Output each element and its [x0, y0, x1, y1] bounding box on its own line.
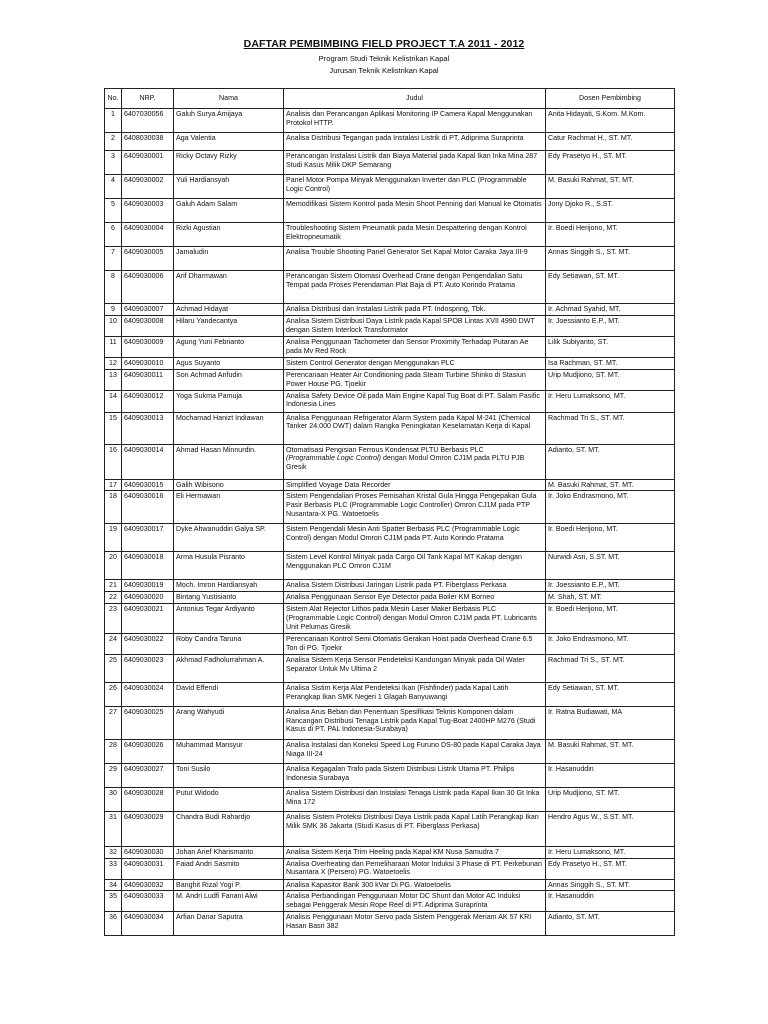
row-supervisor: Ir. Joko Endrasmono, MT. [546, 633, 675, 654]
row-name: Galuh Surya Amijaya [174, 109, 284, 133]
row-title-italic-part: (Programmable Logic Control) [286, 454, 382, 463]
row-nrp: 6409030026 [122, 739, 174, 763]
row-nrp: 6409030032 [122, 879, 174, 891]
row-number: 16 [105, 444, 122, 479]
row-number: 12 [105, 358, 122, 370]
row-name: Eli Hermawan [174, 491, 284, 524]
row-nrp: 6409030017 [122, 524, 174, 552]
table-row [105, 304, 675, 316]
row-supervisor: Anita Hidayati, S.Kom. M.Kom. [546, 109, 675, 133]
row-supervisor: Ir. Heru Lumaksono, MT. [546, 846, 675, 858]
row-supervisor: Ir. Hasanuddin [546, 763, 675, 787]
row-supervisor: Ir. Boedi Herijono, MT. [546, 604, 675, 634]
row-supervisor: Annas Singgih S., ST. MT. [546, 247, 675, 271]
row-number: 34 [105, 879, 122, 891]
row-title: Analisis Sistem Proteksi Distribusi Daya Listrik pada Kapal Latih Perangkap Ikan Milik SMK 36 Jakarta (Studi Kasus di PT. Fiberglass Perkasa) [284, 811, 546, 846]
table-row [105, 358, 675, 370]
row-nrp: 6409030005 [122, 247, 174, 271]
table-row [105, 133, 675, 151]
table-row [105, 199, 675, 223]
row-number: 18 [105, 491, 122, 524]
row-supervisor: Edy Setiawan, ST. MT. [546, 271, 675, 304]
table-row [105, 682, 675, 706]
table-row [105, 846, 675, 858]
row-nrp: 6409030014 [122, 444, 174, 479]
row-name: Yoga Sukma Pamuja [174, 390, 284, 412]
row-nrp: 6409030024 [122, 682, 174, 706]
row-number: 14 [105, 390, 122, 412]
row-name: Moch. Imron Hardiansyah [174, 580, 284, 592]
table-row [105, 858, 675, 879]
row-title: Analisa Sistim Kerja Alat Pendeteksi Ikan (Fishfinder) pada Kapal Latih Perangkap Ikan SMK Negeri 1 Glagah Banyuwangi [284, 682, 546, 706]
row-name: Rizki Agustian [174, 223, 284, 247]
row-nrp: 6409030021 [122, 604, 174, 634]
row-title: Panel Motor Pompa Minyak Menggunakan Inverter dan PLC (Programmable Logic Control) [284, 175, 546, 199]
row-number: 28 [105, 739, 122, 763]
table-row [105, 491, 675, 524]
row-number: 24 [105, 633, 122, 654]
row-number: 35 [105, 891, 122, 912]
table-row [105, 879, 675, 891]
table-row [105, 604, 675, 634]
row-supervisor: Lilik Subiyanto, ST. [546, 337, 675, 358]
row-title: Analisa Safety Device Oil pada Main Engine Kapal Tug Boat di PT. Salam Pasific Indonesia Lines [284, 390, 546, 412]
row-nrp: 6409030008 [122, 316, 174, 337]
row-supervisor: Edy Setiawan, ST. MT. [546, 682, 675, 706]
row-nrp: 6409030022 [122, 633, 174, 654]
row-title: Analisa Sistem Distribusi dan Instalasi Tenaga Listrik pada Kapal Ikan 30 Gt Inka Mina 172 [284, 787, 546, 811]
row-name: Mochamad Hanizt Indiawan [174, 412, 284, 444]
row-supervisor: Isa Rachman, ST. MT. [546, 358, 675, 370]
row-supervisor: Ir. Achmad Syahid, MT. [546, 304, 675, 316]
row-supervisor: Ir. Boedi Herijono, MT. [546, 524, 675, 552]
row-title: Analisa Instalasi dan Koneksi Speed Log Furuno DS-80 pada Kapal Caraka Jaya Niaga III-24 [284, 739, 546, 763]
table-row [105, 787, 675, 811]
row-title: Analisa Distribusi Tegangan pada Instalasi Listrik di PT. Adiprima Suraprinta [284, 133, 546, 151]
row-title: Analisa Overheating dan Pemeliharaan Motor Induksi 3 Phase di PT. Perkebunan Nusantara X (Persero) PG. Watoetoelis [284, 858, 546, 879]
row-title: Analisa Arus Beban dan Penentuan Spesifikasi Teknis Komponen dalam Rancangan Distribusi Tenaga Listrik pada Kapal Tug-Boat 2400HP M276 (Studi Kasus di PT. PAL Indonesia-Surabaya) [284, 706, 546, 739]
table-row [105, 316, 675, 337]
row-supervisor: Nurwidi Asri, S.ST. MT. [546, 552, 675, 580]
row-number: 2 [105, 133, 122, 151]
document-title: DAFTAR PEMBIMBING FIELD PROJECT T.A 2011 - 2012 [243, 38, 525, 50]
row-title: Memodifikasi Sistem Kontrol pada Mesin Shoot Penning dari Manual ke Otomatis [284, 199, 546, 223]
row-name: Arma Husula Pisranto [174, 552, 284, 580]
row-nrp: 6409030001 [122, 151, 174, 175]
row-supervisor: Adianto, ST. MT. [546, 912, 675, 936]
table-body [105, 109, 675, 936]
row-title: Simplified Voyage Data Recorder [284, 479, 546, 491]
row-number: 4 [105, 175, 122, 199]
header-nama: Nama [174, 89, 284, 109]
row-number: 19 [105, 524, 122, 552]
row-title: Sistem Control Generator dengan Menggunakan PLC [284, 358, 546, 370]
row-supervisor: M. Basuki Rahmat, ST. MT. [546, 739, 675, 763]
row-title [284, 444, 546, 479]
row-number: 13 [105, 369, 122, 390]
row-nrp: 6409030018 [122, 552, 174, 580]
row-title: Analisa Penggunaan Refrigerator Alarm System pada Kapal M-241 (Chemical Tanker 24.000 DWT) dalam Rangka Peningkatan Keselamatan Kerja di Kapal [284, 412, 546, 444]
row-name: Galuh Adam Salam [174, 199, 284, 223]
row-number: 36 [105, 912, 122, 936]
table-row [105, 151, 675, 175]
row-supervisor: Hendro Agus W., S.ST. MT. [546, 811, 675, 846]
table-header-row [105, 89, 675, 109]
row-name: Johan Arief Kharismanto [174, 846, 284, 858]
row-number: 21 [105, 580, 122, 592]
row-number: 33 [105, 858, 122, 879]
row-nrp: 6407030056 [122, 109, 174, 133]
row-title: Perancangan Instalasi Listrik dan Biaya Material pada Kapal Ikan Inka Mina 287 Studi Kasus Milik DKP Semarang [284, 151, 546, 175]
row-supervisor: Adianto, ST. MT. [546, 444, 675, 479]
row-supervisor: Catur Rachmat H., ST. MT. [546, 133, 675, 151]
row-supervisor: Urip Mudjiono, ST. MT. [546, 369, 675, 390]
row-nrp: 6409030020 [122, 592, 174, 604]
table-row [105, 412, 675, 444]
row-name: Son Achmad Anfudin [174, 369, 284, 390]
table-row [105, 337, 675, 358]
table-row [105, 175, 675, 199]
row-name: Galih Wibisono [174, 479, 284, 491]
row-nrp: 6409030030 [122, 846, 174, 858]
row-name: Roby Candra Taruna [174, 633, 284, 654]
supervisor-table [104, 88, 675, 936]
table-row [105, 109, 675, 133]
row-title: Analisa Sistem Distribusi Daya Listrik pada Kapal SPOB Lintas XVII 4990 DWT dengan Sistem Interlock Transformator [284, 316, 546, 337]
table-row [105, 654, 675, 682]
row-name: Chandra Budi Rahardjo [174, 811, 284, 846]
row-nrp: 6409030007 [122, 304, 174, 316]
row-supervisor: M. Basuki Rahmat, ST. MT. [546, 175, 675, 199]
table-row [105, 912, 675, 936]
row-title: Analisis Penggunaan Motor Servo pada Sistem Penggerak Meriam AK 57 KRI Hasan Basri 382 [284, 912, 546, 936]
row-nrp: 6408030038 [122, 133, 174, 151]
table-row [105, 739, 675, 763]
table-row [105, 580, 675, 592]
row-name: Ahmad Hasan Minnurdin. [174, 444, 284, 479]
row-title: Perancangan Sistem Otomasi Overhead Crane dengan Pengendalian Satu Tempat pada Proses Perendaman Plat Baja di PT. Auto Korindo Pratama [284, 271, 546, 304]
row-name: Putut Widodo [174, 787, 284, 811]
row-nrp: 6409030031 [122, 858, 174, 879]
row-title: Analisa Penggunaan Tachometer dan Sensor Proximity Terhadap Putaran Ae pada Mv Red Rock [284, 337, 546, 358]
table-row [105, 811, 675, 846]
row-title: Analisa Penggunaan Sensor Eye Detector pada Boiler KM Borneo [284, 592, 546, 604]
row-name: Jamaludin [174, 247, 284, 271]
row-title: Analisa Sistem Kerja Trim Heeling pada Kapal KM Nusa Samudra 7 [284, 846, 546, 858]
row-number: 9 [105, 304, 122, 316]
row-name: Antonius Tegar Ardiyanto [174, 604, 284, 634]
row-name: Hilaru Yandecantya [174, 316, 284, 337]
row-supervisor: Jony Djoko R., S.ST. [546, 199, 675, 223]
row-supervisor: Annas Singgih S., ST. MT. [546, 879, 675, 891]
row-number: 5 [105, 199, 122, 223]
row-name: M. Andri Ludfi Fanani Alwi [174, 891, 284, 912]
row-name: David Effendi [174, 682, 284, 706]
row-number: 6 [105, 223, 122, 247]
table-row [105, 444, 675, 479]
row-nrp: 6409030029 [122, 811, 174, 846]
row-number: 7 [105, 247, 122, 271]
table-row [105, 271, 675, 304]
table-row [105, 891, 675, 912]
row-name: Aga Valentia [174, 133, 284, 151]
row-number: 10 [105, 316, 122, 337]
row-number: 1 [105, 109, 122, 133]
table-row [105, 552, 675, 580]
row-title: Analisa Perbandingan Penggunaan Motor DC Shunt dan Motor AC Induksi sebagai Penggerak Mesin Rope Reel di PT. Adiprima Suraprinta [284, 891, 546, 912]
row-supervisor: Ir. Boedi Herijono, MT. [546, 223, 675, 247]
row-name: Toni Susilo [174, 763, 284, 787]
row-nrp: 6409030006 [122, 271, 174, 304]
table-row [105, 592, 675, 604]
row-supervisor: Ir. Joessianto E.P., MT. [546, 316, 675, 337]
row-nrp: 6409030027 [122, 763, 174, 787]
row-name: Arang Wahyudi [174, 706, 284, 739]
row-name: Achmad Hidayat [174, 304, 284, 316]
row-name: Agus Suyanto [174, 358, 284, 370]
row-number: 25 [105, 654, 122, 682]
row-number: 23 [105, 604, 122, 634]
header-nrp: NRP. [122, 89, 174, 109]
row-number: 11 [105, 337, 122, 358]
table-row [105, 633, 675, 654]
row-number: 30 [105, 787, 122, 811]
row-number: 32 [105, 846, 122, 858]
row-title-part: dengan Modul Omron CJ1M pada PLTU PJB Gresik [286, 454, 525, 472]
row-nrp: 6409030004 [122, 223, 174, 247]
row-name: Arif Dharmawan [174, 271, 284, 304]
row-supervisor: M. Basuki Rahmat, ST. MT. [546, 479, 675, 491]
row-title: Sistem Alat Rejector Lithos pada Mesin Laser Maker Berbasis PLC (Programmable Logic Control) dengan Modul Omron CJ1M pada PT. Lubricants Unit Pelumas Gresik [284, 604, 546, 634]
table-row [105, 706, 675, 739]
row-nrp: 6409030016 [122, 491, 174, 524]
row-title: Analisa Trouble Shooting Panel Generator Set Kapal Motor Caraka Jaya III-9 [284, 247, 546, 271]
row-nrp: 6409030019 [122, 580, 174, 592]
table-row [105, 390, 675, 412]
row-supervisor: Rachmad Tri S., ST. MT. [546, 412, 675, 444]
row-title: Analisa Sistem Kerja Sensor Pendeteksi Kandungan Minyak pada Oil Water Separator Untuk Mv Ultima 2 [284, 654, 546, 682]
table-row [105, 247, 675, 271]
row-nrp: 6409030011 [122, 369, 174, 390]
row-name: Akhmad Fadholurrahman A. [174, 654, 284, 682]
row-title-part: Otomatisasi Pengisian Ferrous Kondensat PLTU Berbasis PLC [286, 445, 484, 454]
row-nrp: 6409030034 [122, 912, 174, 936]
row-title: Analisis dan Perancangan Aplikasi Monitoring IP Camera Kapal Menggunakan Protokol HTTP. [284, 109, 546, 133]
row-name: Agung Yuni Febrianto [174, 337, 284, 358]
row-nrp: 6409030009 [122, 337, 174, 358]
row-supervisor: Ir. Hasanuddin [546, 891, 675, 912]
row-nrp: 6409030012 [122, 390, 174, 412]
table-row [105, 479, 675, 491]
row-supervisor: M. Shah, ST. MT. [546, 592, 675, 604]
table-row [105, 524, 675, 552]
row-title: Analisa Sistem Distribusi Jaringan Listrik pada PT. Fiberglass Perkasa [284, 580, 546, 592]
row-number: 29 [105, 763, 122, 787]
row-name: Arfian Danar Saputra [174, 912, 284, 936]
row-title: Troubleshooting Sistem Pneumatik pada Mesin Despattering dengan Kontrol Elektropneumatik [284, 223, 546, 247]
row-name: Dyke Ahwanuddin Galya SP. [174, 524, 284, 552]
row-nrp: 6409030002 [122, 175, 174, 199]
row-number: 3 [105, 151, 122, 175]
row-supervisor: Ir. Joessianto E.P., MT. [546, 580, 675, 592]
document-subtitle-department: Jurusan Teknik Kelistrikan Kapal [329, 66, 439, 75]
row-title: Perencanaan Heater Air Conditioning pada Steam Turbine Shinko di Stasiun Power House PG. Tjoekir [284, 369, 546, 390]
row-number: 17 [105, 479, 122, 491]
row-supervisor: Urip Mudjiono, ST. MT. [546, 787, 675, 811]
row-nrp: 6409030025 [122, 706, 174, 739]
row-number: 15 [105, 412, 122, 444]
row-supervisor: Edy Prasetyo H., ST. MT. [546, 858, 675, 879]
row-supervisor: Ir. Joko Endrasmono, MT. [546, 491, 675, 524]
row-title: Sistem Pengendali Mesin Anti Spatter Berbasis PLC (Programmable Logic Control) dengan Modul Omron CJ1M pada PT. Auto Korindo Pratama [284, 524, 546, 552]
row-nrp: 6409030003 [122, 199, 174, 223]
row-title: Analisa Kegagalan Trafo pada Sistem Distribusi Listrik Utama PT. Philips Indonesia Surabaya [284, 763, 546, 787]
row-name: Banghit Rizal Yogi P. [174, 879, 284, 891]
row-title: Sistem Pengendalian Proses Pemisahan Kristal Gula Hingga Pengepakan Gula Pasir Berbasis PLC (Programmable Logic Controller) Omron CJ1M pada PTP Nusantara-X PG. Watoetoelis [284, 491, 546, 524]
document-subtitle-program: Program Studi Teknik Kelistrikan Kapal [318, 54, 450, 63]
header-no: No. [105, 89, 122, 109]
row-name: Faiad Andri Sasmito [174, 858, 284, 879]
table-row [105, 223, 675, 247]
row-nrp: 6409030033 [122, 891, 174, 912]
row-name: Ricky Octavy Rizky [174, 151, 284, 175]
row-supervisor: Edy Prasetyo H., ST. MT. [546, 151, 675, 175]
table-row [105, 369, 675, 390]
table-row [105, 763, 675, 787]
row-number: 20 [105, 552, 122, 580]
row-title: Analisa Kapasitor Bank 300 kVar Di PG. Watoetoelis [284, 879, 546, 891]
row-nrp: 6409030013 [122, 412, 174, 444]
header-judul: Judul [284, 89, 546, 109]
row-nrp: 6409030010 [122, 358, 174, 370]
row-title: Analisa Distribusi dan Instalasi Listrik pada PT. Indospring, Tbk. [284, 304, 546, 316]
row-nrp: 6409030028 [122, 787, 174, 811]
row-number: 27 [105, 706, 122, 739]
row-supervisor: Rachmad Tri S., ST. MT. [546, 654, 675, 682]
row-number: 26 [105, 682, 122, 706]
row-title: Perencanaan Kontrol Semi Otomatis Gerakan Hoist pada Overhead Crane 6.5 Ton di PG. Tjoekir [284, 633, 546, 654]
row-name: Muhammad Mansyur [174, 739, 284, 763]
row-name: Bintang Yustisianto [174, 592, 284, 604]
row-supervisor: Ir. Heru Lumaksono, MT. [546, 390, 675, 412]
row-title: Sistem Level Kontrol Minyak pada Cargo Oil Tank Kapal MT Kakap dengan Menggunakan PLC Omron CJ1M [284, 552, 546, 580]
row-supervisor: Ir. Ratna Budiawati, MA [546, 706, 675, 739]
row-nrp: 6409030015 [122, 479, 174, 491]
row-nrp: 6409030023 [122, 654, 174, 682]
row-number: 8 [105, 271, 122, 304]
header-dosen: Dosen Pembimbing [546, 89, 675, 109]
row-name: Yuli Hardiansyah [174, 175, 284, 199]
row-number: 22 [105, 592, 122, 604]
row-number: 31 [105, 811, 122, 846]
